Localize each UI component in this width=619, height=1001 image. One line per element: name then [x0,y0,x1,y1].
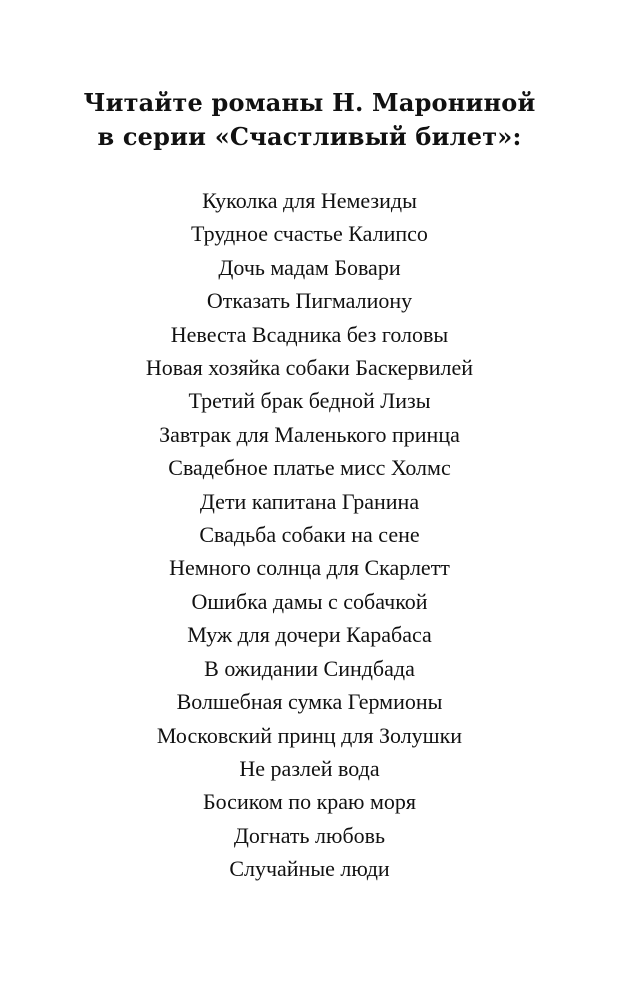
heading-line-2: в серии «Счастливый билет»: [97,122,522,151]
book-title: Волшебная сумка Гермионы [176,689,443,715]
book-title: В ожидании Синдбада [204,655,415,681]
book-title: Отказать Пигмалиону [206,288,413,314]
series-heading [0,86,619,154]
book-title: Не разлей вода [239,755,380,781]
book-title: Дочь мадам Бовари [218,254,401,280]
book-title: Свадебное платье мисс Холмс [168,455,451,481]
book-title: Муж для дочери Карабаса [187,622,432,648]
book-title: Третий брак бедной Лизы [188,388,431,414]
book-title: Дети капитана Гранина [199,488,420,514]
book-title: Завтрак для Маленького принца [159,421,460,447]
book-title: Московский принц для Золушки [156,722,463,748]
book-title: Немного солнца для Скарлетт [169,555,450,581]
book-title: Босиком по краю моря [203,789,416,815]
book-title: Новая хозяйка собаки Баскервилей [145,355,474,381]
book-title: Свадьба собаки на сене [199,522,420,548]
heading-line-1: Читайте романы Н. Марониной [83,88,536,117]
book-title: Куколка для Немезиды [202,188,417,213]
book-title: Невеста Всадника без головы [170,321,449,347]
book-titles-list [0,184,619,886]
book-title: Догнать любовь [233,822,386,848]
book-title: Ошибка дамы с собачкой [191,588,428,614]
book-title: Трудное счастье Калипсо [191,221,428,247]
book-title: Случайные люди [229,856,390,882]
